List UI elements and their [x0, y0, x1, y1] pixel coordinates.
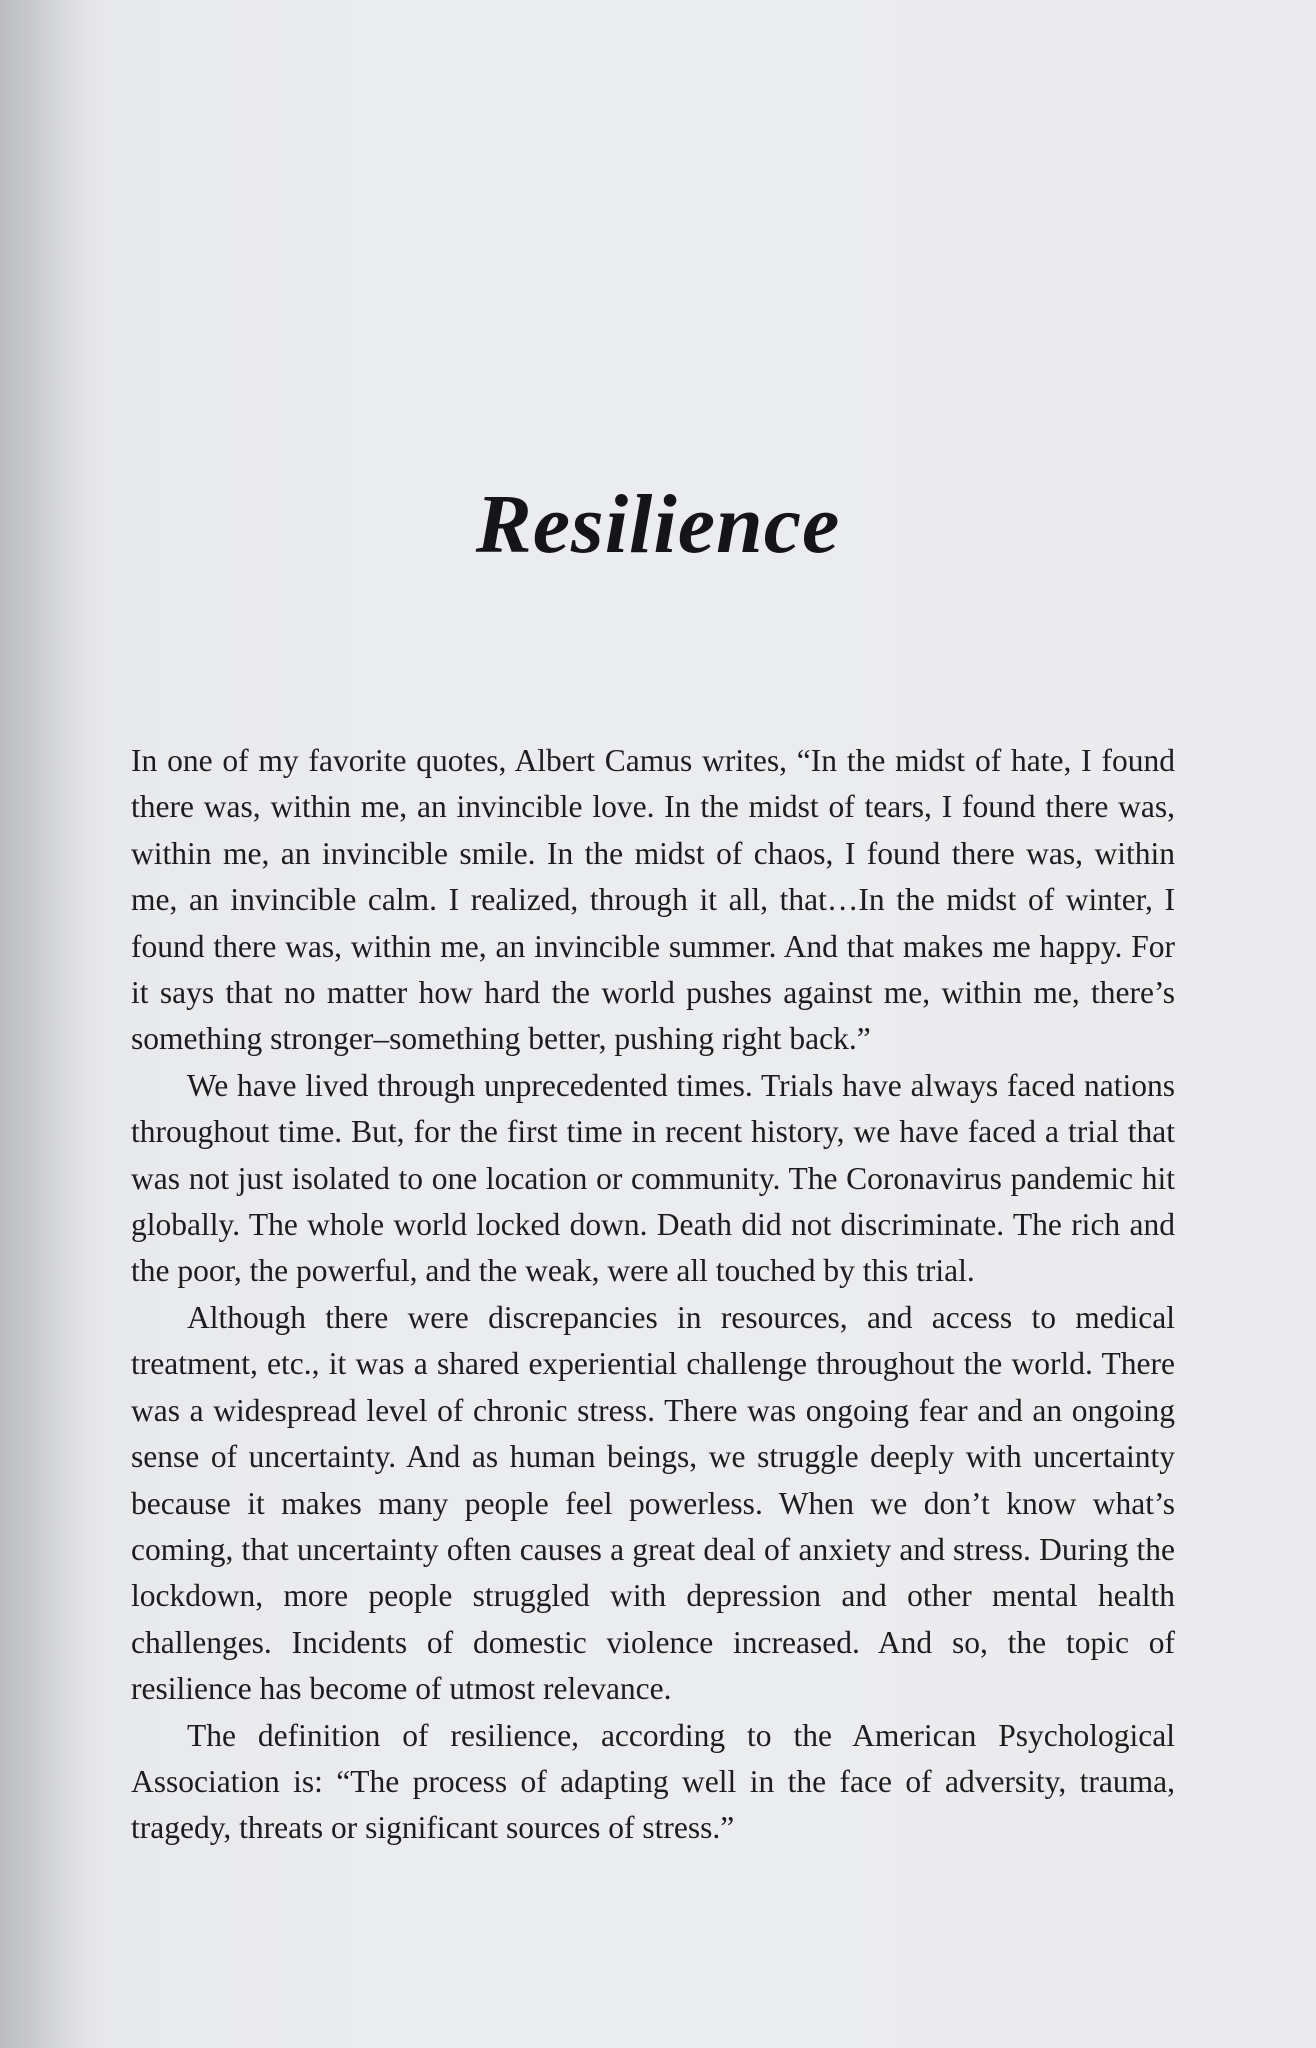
paragraph-camus-quote: In one of my favorite quotes, Albert Camus writes, “In the midst of hate, I found there was, within me, an invincible love. In the midst of tears, I found there was, within me, an invincible smile. In the midst of chaos, I found there was, within me, an invincible calm. I realized, through it all, that…In the midst of winter, I found there was, within me, an invincible summer. And that makes me happy. For it says that no matter how hard the world pushes against me, within me, there’s something stronger–something better, pushing right back.” [131, 743, 1175, 1057]
chapter-title: Resilience [475, 478, 841, 572]
paragraph-shared-challenge: Although there were discrepancies in resources, and access to medical treatment, etc., it was a shared experiential challenge throughout the world. There was a widespread level of chronic stress. There was ongoing fear and an ongoing sense of uncertainty. And as human beings, we struggle deeply with uncertainty because it makes many people feel powerless. When we don’t know what’s coming, that uncertainty often causes a great deal of anxiety and stress. During the lockdown, more people struggled with depression and other mental health challenges. Incidents of domestic violence increased. And so, the topic of resilience has become of utmost relevance. [131, 1299, 1175, 1707]
body-text [131, 738, 1175, 1852]
paragraph-definition: The definition of resilience, according to the American Psychological Association is: “The process of adapting well in the face of adversity, trauma, tragedy, threats or significant sources of stress.” [131, 1717, 1175, 1846]
spine-shadow [0, 0, 90, 2048]
paragraph-unprecedented-times: We have lived through unprecedented times. Trials have always faced nations throughout time. But, for the first time in recent history, we have faced a trial that was not just isolated to one location or community. The Coronavirus pandemic hit globally. The whole world locked down. Death did not discriminate. The rich and the poor, the powerful, and the weak, were all touched by this trial. [131, 1067, 1175, 1289]
